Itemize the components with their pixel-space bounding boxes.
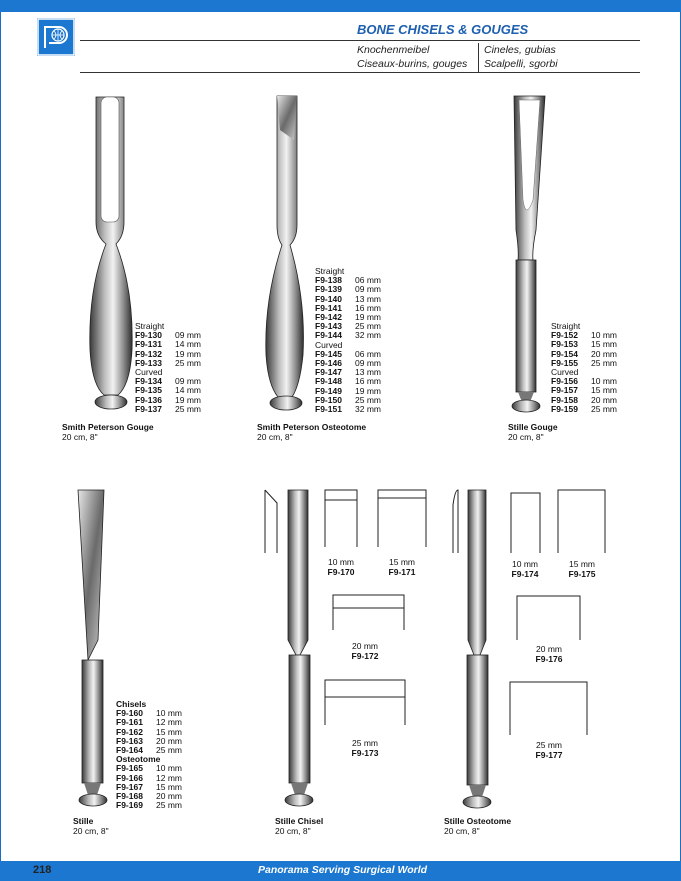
spec-table-smith-peterson-osteotome <box>315 267 381 414</box>
spec-row: F9-168 20 mm <box>116 791 182 802</box>
smith-peterson-osteotome-image <box>266 96 304 410</box>
lang-french: Ciseaux-burins, gouges <box>357 58 468 70</box>
spec-row: F9-143 25 mm <box>315 321 381 332</box>
spec-row: F9-155 25 mm <box>551 357 617 368</box>
group-heading: Curved <box>135 367 163 378</box>
spec-row: F9-163 20 mm <box>116 735 182 746</box>
caption-stille-osteotome: Stille Osteotome 20 cm, 8" <box>444 816 512 836</box>
lang-italian: Scalpelli, sgorbi <box>484 58 558 70</box>
spec-row: F9-139 09 mm <box>315 284 381 295</box>
group-heading: Straight <box>551 321 581 331</box>
caption-stille: Stille 20 cm, 8" <box>73 816 109 836</box>
blade-label: 10 mm F9-170 <box>327 557 355 577</box>
spec-row: F9-160 10 mm <box>116 708 182 719</box>
spec-row: F9-153 15 mm <box>551 339 617 350</box>
spec-row: F9-169 25 mm <box>116 800 182 811</box>
footer-tagline: Panorama Serving Surgical World <box>258 864 428 876</box>
spec-row: F9-145 06 mm <box>315 348 381 359</box>
spec-row: F9-144 32 mm <box>315 330 381 341</box>
blade-label: 10 mm F9-174 <box>511 559 539 579</box>
spec-table-stille <box>116 700 182 810</box>
spec-table-smith-peterson-gouge <box>135 322 201 414</box>
blade-label: 15 mm F9-175 <box>568 559 596 579</box>
page-title: BONE CHISELS & GOUGES <box>357 22 529 37</box>
spec-row: F9-142 19 mm <box>315 312 381 323</box>
spec-row: F9-164 25 mm <box>116 745 182 756</box>
spec-row: F9-161 12 mm <box>116 717 182 728</box>
group-heading: Chisels <box>116 699 147 709</box>
spec-row: F9-148 16 mm <box>315 376 381 387</box>
spec-row: F9-151 32 mm <box>315 404 381 415</box>
spec-row: F9-141 16 mm <box>315 302 381 313</box>
group-heading: Osteotome <box>116 754 161 765</box>
caption-smith-peterson-gouge: Smith Peterson Gouge 20 cm, 8" <box>62 422 154 442</box>
spec-row: F9-135 14 mm <box>135 385 201 396</box>
group-heading: Curved <box>551 367 579 378</box>
spec-row: F9-131 14 mm <box>135 339 201 350</box>
spec-row: F9-166 12 mm <box>116 772 182 783</box>
stille-gouge-image <box>512 96 545 412</box>
spec-row: F9-146 09 mm <box>315 358 381 369</box>
blade-label: 25 mm F9-177 <box>535 740 563 760</box>
spec-row: F9-149 19 mm <box>315 385 381 396</box>
group-heading: Straight <box>135 321 165 331</box>
spec-row: F9-162 15 mm <box>116 726 182 737</box>
spec-row: F9-133 25 mm <box>135 357 201 368</box>
spec-row: F9-150 25 mm <box>315 394 381 405</box>
spec-row: F9-167 15 mm <box>116 781 182 792</box>
group-heading: Curved <box>315 339 343 350</box>
blade-label: 20 mm F9-172 <box>351 641 379 661</box>
spec-row: F9-138 06 mm <box>315 275 381 286</box>
spec-row: F9-136 19 mm <box>135 394 201 405</box>
spec-row: F9-156 10 mm <box>551 376 617 387</box>
caption-stille-gouge: Stille Gouge 20 cm, 8" <box>508 422 558 442</box>
lang-spanish: Cineles, gubias <box>484 44 556 56</box>
blade-label: 25 mm F9-173 <box>351 738 379 758</box>
spec-table-stille-gouge <box>551 322 617 414</box>
spec-row: F9-134 09 mm <box>135 376 201 387</box>
spec-row: F9-157 15 mm <box>551 385 617 396</box>
group-heading: Straight <box>315 266 345 276</box>
caption-smith-peterson-osteotome: Smith Peterson Osteotome 20 cm, 8" <box>257 422 367 442</box>
spec-row: F9-140 13 mm <box>315 293 381 304</box>
blade-label: 20 mm F9-176 <box>535 644 563 664</box>
spec-row: F9-137 25 mm <box>135 403 201 414</box>
spec-row: F9-159 25 mm <box>551 403 617 414</box>
stille-image <box>78 490 107 806</box>
caption-stille-chisel: Stille Chisel 20 cm, 8" <box>275 816 324 836</box>
lang-german: Knochenmeibel <box>357 44 430 56</box>
smith-peterson-gouge-image <box>90 97 132 409</box>
page-number: 218 <box>33 864 52 876</box>
spec-row: F9-147 13 mm <box>315 367 381 378</box>
spec-row: F9-132 19 mm <box>135 348 201 359</box>
spec-row: F9-158 20 mm <box>551 394 617 405</box>
spec-row: F9-154 20 mm <box>551 348 617 359</box>
spec-row: F9-152 10 mm <box>551 330 617 341</box>
blade-label: 15 mm F9-171 <box>388 557 416 577</box>
spec-row: F9-130 09 mm <box>135 330 201 341</box>
spec-row: F9-165 10 mm <box>116 763 182 774</box>
